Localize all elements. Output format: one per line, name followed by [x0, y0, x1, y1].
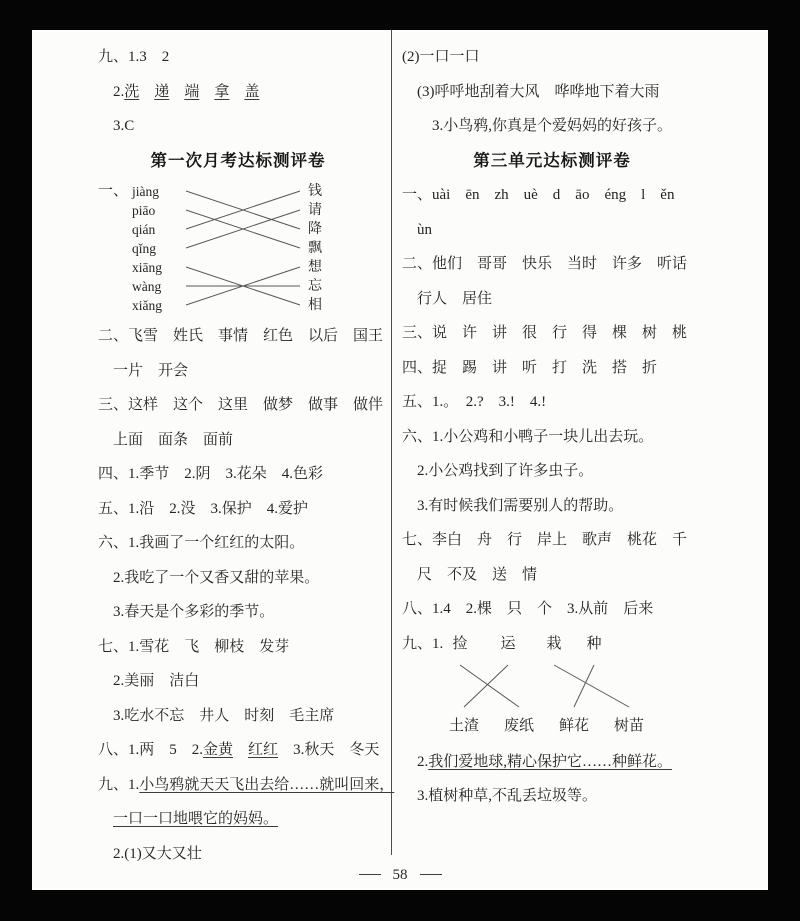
- answer-text: 行人 居住: [417, 290, 493, 307]
- answer-text: 2.: [417, 753, 429, 770]
- answer-line: [402, 558, 768, 593]
- left-column: [32, 40, 395, 871]
- answer-text: [233, 742, 248, 758]
- answer-line: [98, 664, 391, 699]
- answer-text: 四、1.季节 2.阴 3.花朵 4.色彩: [98, 466, 324, 482]
- answer-text: 上面 面条 面前: [113, 431, 234, 448]
- answer-text: 3.有时候我们需要别人的帮助。: [417, 497, 624, 514]
- underlined-answer-text: 小鸟鸦就天天飞出去给……就叫回来，: [139, 776, 395, 793]
- hanzi-item: 想: [308, 260, 323, 275]
- pinyin-item: qián: [132, 222, 156, 237]
- answer-line: [98, 768, 395, 803]
- answer-text: 四、捉 踢 讲 听 打 洗 搭 折: [402, 359, 658, 376]
- answer-text: 尺 不及 送 情: [417, 566, 538, 583]
- pinyin-item: xiāng: [132, 260, 163, 275]
- answer-text: [139, 84, 154, 100]
- answer-text: 3.植树种草,不乱丢垃圾等。: [417, 788, 598, 804]
- answer-text: 2.: [113, 83, 125, 100]
- right-column: [392, 40, 768, 814]
- answer-line: [402, 109, 768, 144]
- underlined-answer-text: 一口一口地喂它的妈妈。: [113, 811, 279, 827]
- answer-text: 五、1.沿 2.没 3.保护 4.爱护: [98, 500, 309, 517]
- match-word-bottom: 废纸: [503, 717, 535, 734]
- answer-line: [402, 282, 768, 317]
- answer-text: 3.吃水不忘 井人 时刻 毛主席: [113, 707, 335, 724]
- answer-line: [402, 178, 768, 213]
- answer-line: [402, 779, 768, 814]
- answer-line: [402, 316, 768, 351]
- answer-text: 3.小鸟鸦,你真是个爱妈妈的好孩子。: [432, 118, 673, 134]
- answer-text: 八、1.两 5 2.: [98, 742, 204, 758]
- matching-pinyin-column: [132, 182, 182, 315]
- section-heading: 第三单元达标测评卷: [473, 150, 631, 170]
- pinyin-item: xiǎng: [132, 298, 163, 313]
- answer-line: [98, 423, 391, 458]
- answer-text: 九、1.: [98, 776, 140, 793]
- pinyin-item: qǐng: [132, 241, 157, 256]
- x-marks-graphic: [402, 663, 672, 709]
- answer-line: [402, 420, 768, 455]
- hanzi-item: 相: [308, 298, 323, 313]
- answer-line: [402, 385, 768, 420]
- hanzi-item: 钱: [308, 184, 323, 199]
- answer-text: 一片 开会: [113, 362, 189, 379]
- answer-line: [98, 75, 391, 110]
- answer-line: [402, 454, 768, 489]
- underlined-answer-text: 红红: [248, 742, 279, 758]
- pinyin-item: jiàng: [132, 184, 160, 199]
- pinyin-item: piāo: [132, 203, 156, 218]
- pinyin-matching-exercise: [98, 182, 391, 315]
- answer-text: [199, 84, 214, 100]
- answer-line: [98, 561, 391, 596]
- match-word-top: 种: [586, 635, 602, 652]
- answer-text: (2)一口一口: [402, 49, 480, 65]
- underlined-answer-text: 金黄: [203, 742, 234, 758]
- answer-text: 九、1.3 2: [98, 49, 170, 65]
- answer-line: [98, 388, 391, 423]
- word-matching-exercise: [402, 627, 768, 745]
- answer-text: 七、李白 舟 行 岸上 歌声 桃花 千: [402, 532, 688, 548]
- match-word-bottom: 鲜花: [558, 717, 590, 734]
- underlined-answer-text: 递: [154, 83, 170, 100]
- answer-text: 六、1.我画了一个红红的太阳。: [98, 535, 305, 551]
- underlined-answer-text: 盖: [244, 83, 260, 100]
- answer-text: 3.C: [113, 118, 135, 134]
- footer-dash-right: [420, 874, 442, 875]
- answer-text: 2.(1)又大又壮: [113, 845, 202, 862]
- match-word-top: 栽: [546, 635, 562, 652]
- answer-line: [98, 526, 391, 561]
- answer-text: 一、uài ēn zh uè d āo éng l ěn: [402, 187, 675, 203]
- answer-line: [98, 354, 391, 389]
- answer-line: [98, 492, 391, 527]
- answer-line: [98, 40, 391, 75]
- hanzi-item: 降: [308, 222, 323, 237]
- section-heading: 第一次月考达标测评卷: [150, 150, 326, 170]
- answer-line: [402, 213, 768, 248]
- question-label: 九、1.: [402, 635, 444, 652]
- hanzi-item: 飘: [308, 241, 323, 256]
- underlined-answer-text: 端: [184, 83, 200, 100]
- answer-line: [98, 595, 391, 630]
- answer-text: 2.我吃了一个又香又甜的苹果。: [113, 569, 320, 586]
- answer-line: [402, 247, 768, 282]
- page-number: 58: [392, 867, 408, 883]
- answer-line: [98, 319, 391, 354]
- answer-line: [98, 699, 391, 734]
- answer-line: [402, 75, 768, 110]
- answer-text: 2.美丽 洁白: [113, 673, 200, 689]
- answer-line: [402, 523, 768, 558]
- answer-text: (3)呼呼地刮着大风 哗哗地下着大雨: [417, 83, 660, 100]
- page-surface: [32, 30, 768, 890]
- answer-line: [98, 733, 391, 768]
- hanzi-item: 忘: [308, 279, 323, 294]
- match-word-top: 运: [500, 635, 516, 652]
- answer-text: [169, 84, 184, 100]
- answer-text: ùn: [417, 221, 432, 238]
- question-label: 一、: [98, 183, 129, 199]
- answer-line: [402, 489, 768, 524]
- answer-line: [98, 630, 391, 665]
- answer-line: [98, 802, 391, 837]
- footer-dash-left: [359, 874, 381, 875]
- answer-text: 五、1.。 2.? 3.! 4.!: [402, 394, 547, 410]
- underlined-answer-text: 洗: [124, 83, 140, 100]
- answer-text: 六、1.小公鸡和小鸭子一块儿出去玩。: [402, 428, 654, 445]
- answer-line: [402, 745, 768, 780]
- answer-line: [402, 351, 768, 386]
- answer-text: 2.小公鸡找到了许多虫子。: [417, 463, 594, 479]
- answer-text: 八、1.4 2.棵 只 个 3.从前 后来: [402, 601, 654, 617]
- matching-hanzi-column: [308, 182, 322, 315]
- underlined-answer-text: 我们爱地球,精心保护它……种鲜花。: [428, 753, 673, 770]
- answer-text: [229, 84, 244, 100]
- match-word-bottom: 树苗: [613, 717, 645, 734]
- answer-line: [402, 592, 768, 627]
- matching-lines-graphic: [184, 182, 302, 315]
- answer-text: 三、这样 这个 这里 做梦 做事 做伴: [98, 397, 384, 413]
- answer-line: [98, 109, 391, 144]
- answer-line: [98, 837, 391, 872]
- match-word-top: 捡: [452, 635, 468, 652]
- answer-text: 二、他们 哥哥 快乐 当时 许多 听话: [402, 256, 688, 272]
- answer-text: 3.秋天 冬天: [278, 742, 380, 758]
- answer-line: [98, 457, 391, 492]
- answer-text: 七、1.雪花 飞 柳枝 发芽: [98, 638, 290, 655]
- answer-line: [402, 40, 768, 75]
- match-word-bottom: 土渣: [448, 717, 480, 734]
- pinyin-item: wàng: [132, 279, 162, 294]
- answer-text: 三、说 许 讲 很 行 得 棵 树 桃: [402, 325, 688, 341]
- hanzi-item: 请: [308, 203, 323, 218]
- answer-text: 二、飞雪 姓氏 事情 红色 以后 国王: [98, 328, 384, 344]
- answer-text: 3.春天是个多彩的季节。: [113, 604, 275, 620]
- page-footer: [32, 867, 768, 884]
- underlined-answer-text: 拿: [214, 83, 230, 100]
